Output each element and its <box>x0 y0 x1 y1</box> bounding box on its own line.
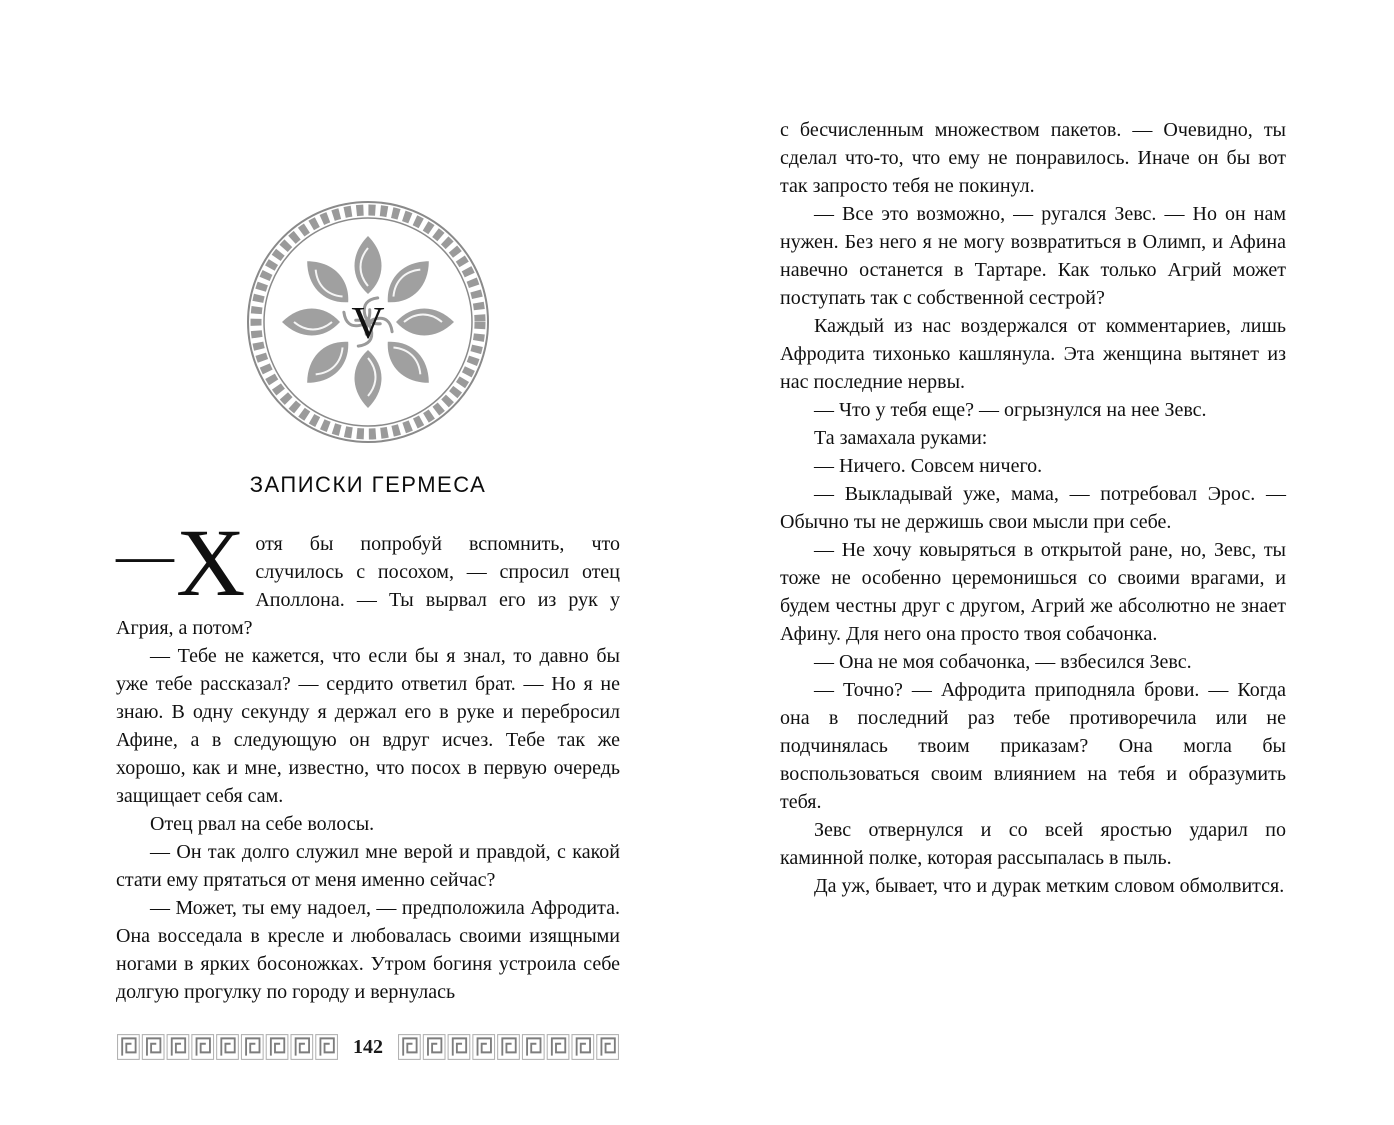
paragraph <box>116 508 620 642</box>
paragraph: — Точно? — Афродита приподняла брови. — Когда она в последний раз тебе противоречила или не подчинялась твоим приказам? Она могла бы воспользоваться своим влиянием на тебя и образумить тебя. <box>780 679 1286 813</box>
paragraph: Та замахала руками: <box>814 427 988 449</box>
paragraph: — Все это возможно, — ругался Зевс. — Но он нам нужен. Без него я не могу возвратиться в Олимп, и Афина навечно останется в Тартаре. Как только Агрий может поступать так с собственной сестрой? <box>780 203 1286 309</box>
right-column <box>780 116 1286 900</box>
paragraph: — Что у тебя еще? — огрызнулся на нее Зевс. <box>814 399 1207 421</box>
paragraph: — Не хочу ковыряться в открытой ране, но, Зевс, ты тоже не особенно церемонишься со своими врагами, и будем честны друг с другом, Агрий же абсолютно не знает Афину. Для него она просто твоя собачонка. <box>780 539 1286 645</box>
paragraph: Отец рвал на себе волосы. <box>150 813 375 835</box>
paragraph: — Он так долго служил мне верой и правдой, с какой стати ему прятаться от меня именно сейчас? <box>116 841 620 891</box>
paragraph: — Может, ты ему надоел, — предположила Афродита. Она восседала в кресле и любовалась своими изящными ногами в ярких босоножках. Утром богиня устроила себе долгую прогулку по городу и вернулась <box>116 897 620 1003</box>
page-footer <box>116 1032 620 1062</box>
greek-key-strip-left-icon <box>116 1033 339 1061</box>
chapter-title: ЗАПИСКИ ГЕРМЕСА <box>249 472 487 497</box>
paragraph: — Ничего. Совсем ничего. <box>814 455 1043 477</box>
chapter-medallion <box>116 196 620 448</box>
dropcap-dash: — <box>116 522 174 587</box>
left-column-text <box>116 508 620 1006</box>
paragraph: — Выкладывай уже, мама, — потребовал Эрос. — Обычно ты не держишь свои мысли при себе. <box>780 483 1286 533</box>
dropcap <box>116 508 246 616</box>
right-column-text <box>780 116 1286 900</box>
paragraph: Зевс отвернулся и со всей яростью ударил по каминной полке, которая рассыпалась в пыль. <box>780 819 1286 869</box>
paragraph: Да уж, бывает, что и дурак метким словом обмолвится. <box>814 875 1285 897</box>
paragraph: Каждый из нас воздержался от комментариев, лишь Афродита тихонько кашлянула. Эта женщина вытянет из нас последние нервы. <box>780 315 1286 393</box>
dropcap-letter: Х <box>176 508 246 616</box>
paragraph: — Она не моя собачонка, — взбесился Зевс. <box>814 651 1192 673</box>
page-number: 142 <box>353 1035 383 1058</box>
chapter-numeral: V <box>351 297 385 348</box>
greek-key-strip-right-icon <box>397 1033 620 1061</box>
left-column <box>116 196 620 1006</box>
greek-meander-medallion-icon <box>242 196 494 448</box>
paragraph: — Тебе не кажется, что если бы я знал, то давно бы уже тебе рассказал? — сердито ответил брат. — Но я не знаю. В одну секунду я держал его в руке и перебросил Афине, а в следующую он вдруг исчез. Тебе так же хорошо, как и мне, известно, что посох в первую очередь защищает себя сам. <box>116 645 620 807</box>
paragraph: с бесчисленным множеством пакетов. — Очевидно, ты сделал что-то, что ему не понравилось. Иначе он бы вот так запросто тебя не покинул. <box>780 119 1286 197</box>
paragraph-text: отя бы попробуй вспомнить, что случилось с посохом, — спросил отец Аполлона. — Ты вырвал его из рук у Агрия, а потом? <box>116 533 620 639</box>
